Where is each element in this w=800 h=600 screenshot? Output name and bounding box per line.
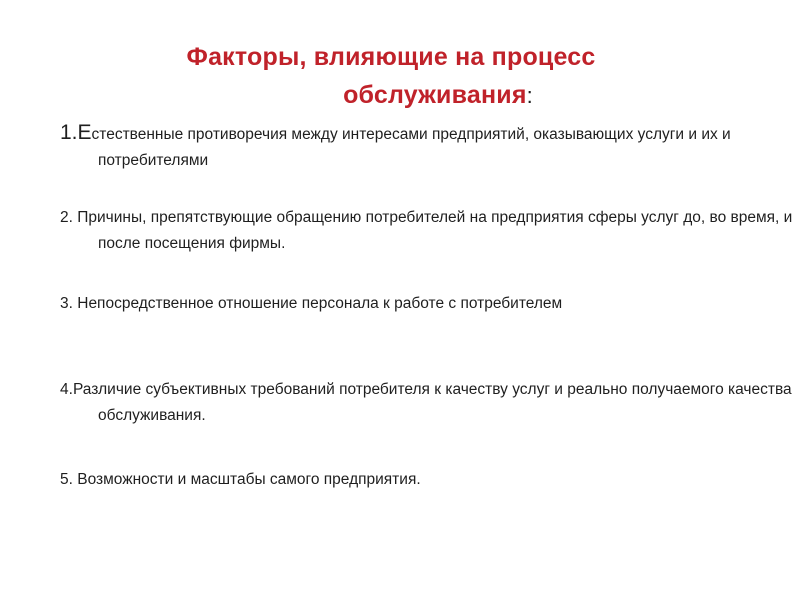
list-item-2-text: Причины, препятствующие обращению потребителей на предприятия сферы услуг до, во время, и после посещения фирмы.: [72, 209, 793, 252]
list-item-4-number: 4.: [60, 381, 73, 398]
list-item-1-text: стественные противоречия между интересами предприятий, оказывающих услуги и их и потребителями: [91, 126, 731, 169]
list-item-5-number: 5.: [60, 471, 73, 488]
list-item-1-number: 1.: [60, 121, 78, 144]
list-item-1-first-letter: Е: [77, 121, 92, 144]
list-item-3-number: 3.: [60, 295, 73, 312]
list-item-5: [60, 467, 800, 493]
slide-title-line1: Факторы, влияющие на процесс: [186, 43, 596, 71]
list-item-3: [60, 291, 800, 317]
list-item-4-text: Различие субъективных требований потребителя к качеству услуг и реально получаемого качества обслуживания.: [72, 381, 792, 424]
slide-title-line2: [76, 76, 800, 115]
slide-title-line2-text: обслуживания: [343, 81, 527, 109]
list-item-4: [60, 377, 800, 429]
slide-title: [0, 38, 800, 115]
list-item-1: [60, 120, 800, 174]
list-item-3-text: Непосредственное отношение персонала к работе с потребителем: [72, 295, 563, 312]
slide-title-colon: :: [526, 83, 533, 108]
list-item-5-text: Возможности и масштабы самого предприятия.: [72, 471, 421, 488]
list-item-2: [60, 205, 800, 257]
list-item-2-number: 2.: [60, 209, 73, 226]
